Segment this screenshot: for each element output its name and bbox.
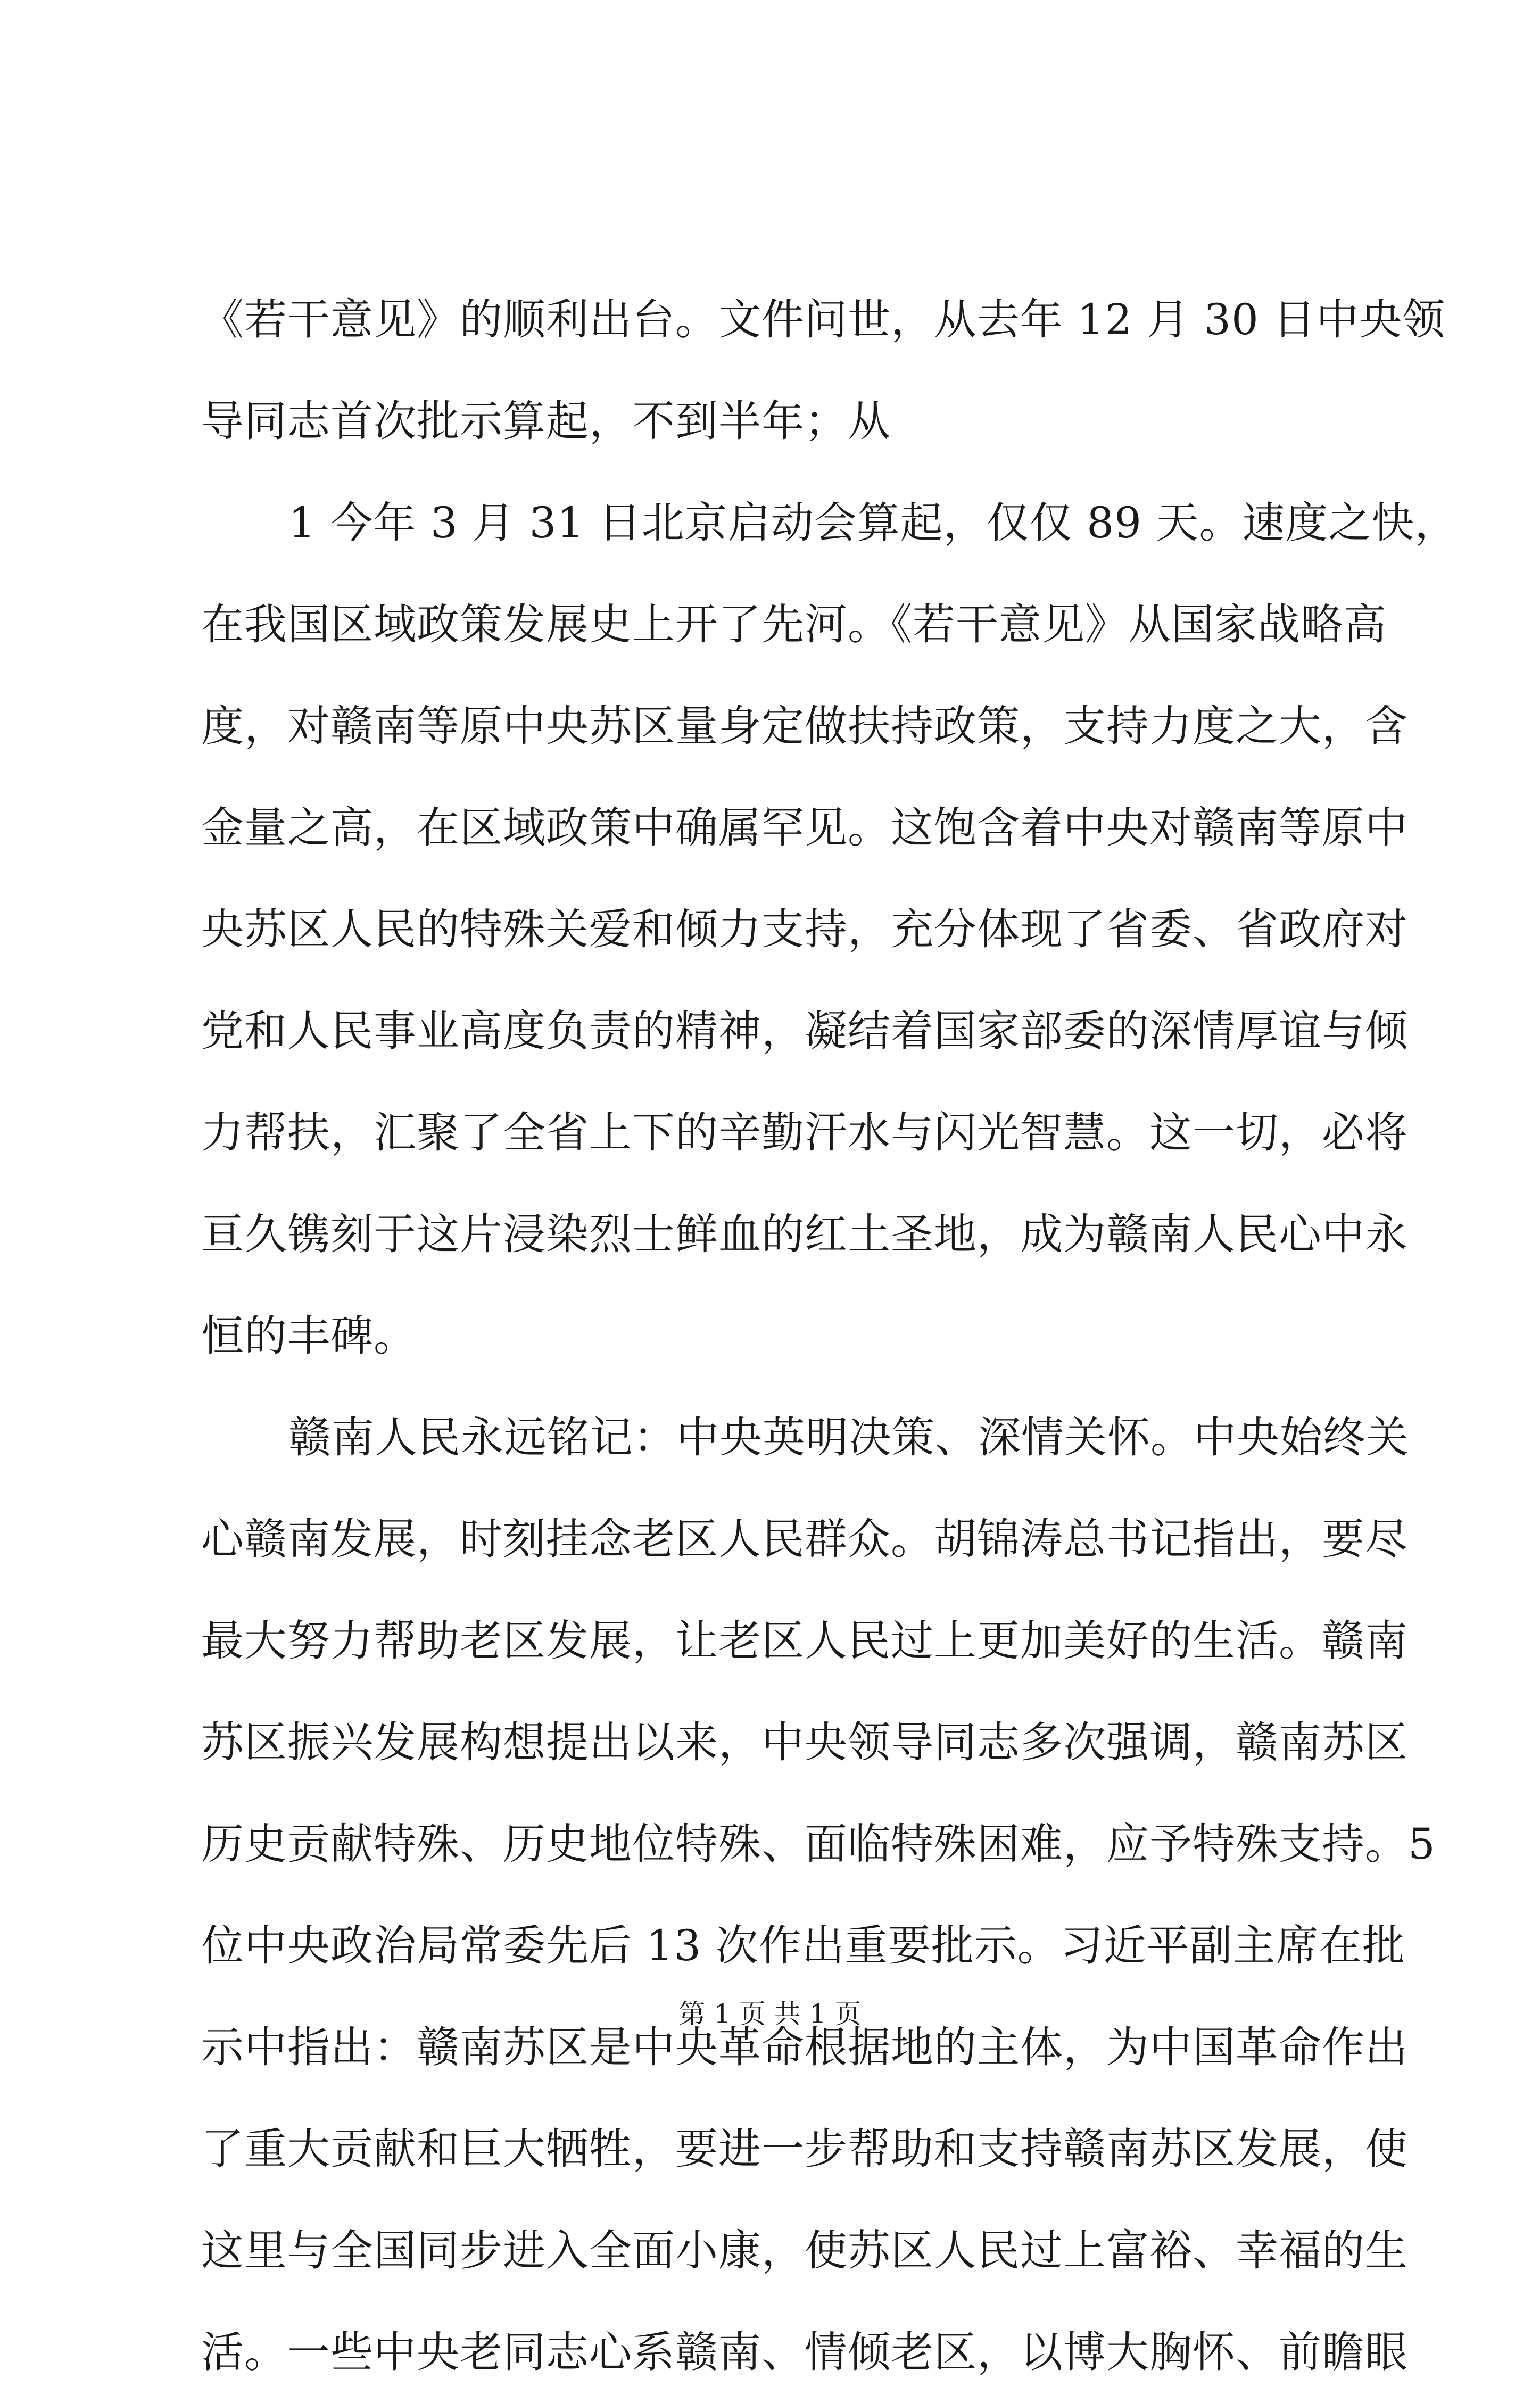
text-line: 在我国区域政策发展史上开了先河。《若干意见》从国家战略高 — [201, 600, 1387, 649]
text-line: 苏区振兴发展构想提出以来，中央领导同志多次强调，赣南苏区 — [201, 1718, 1408, 1767]
text-line: 度，对赣南等原中央苏区量身定做扶持政策，支持力度之大，含 — [201, 701, 1408, 751]
text-line: 活。一些中央老同志心系赣南、情倾老区，以博大胸怀、前瞻眼 — [201, 2327, 1408, 2377]
text-line: 亘久镌刻于这片浸染烈士鲜血的红土圣地，成为赣南人民心中永 — [201, 1209, 1408, 1259]
text-line: 这里与全国同步进入全面小康，使苏区人民过上富裕、幸福的生 — [201, 2226, 1408, 2275]
text-line: 历史贡献特殊、历史地位特殊、面临特殊困难，应予特殊支持。5 — [201, 1819, 1436, 1869]
text-line: 恒的丰碑。 — [201, 1311, 417, 1361]
document-body — [201, 269, 1458, 2403]
text-line: 导同志首次批示算起，不到半年；从 — [201, 396, 891, 446]
text-line: 位中央政治局常委先后 13 次作出重要批示。习近平副主席在批 — [201, 1921, 1405, 1970]
text-line: 示中指出：赣南苏区是中央革命根据地的主体，为中国革命作出 — [201, 2023, 1408, 2072]
text-line: 央苏区人民的特殊关爱和倾力支持，充分体现了省委、省政府对 — [201, 905, 1408, 954]
text-line: 力帮扶，汇聚了全省上下的辛勤汗水与闪光智慧。这一切，必将 — [201, 1108, 1408, 1157]
text-line: 金量之高，在区域政策中确属罕见。这饱含着中央对赣南等原中 — [201, 803, 1408, 852]
text-line: 了重大贡献和巨大牺牲，要进一步帮助和支持赣南苏区发展，使 — [201, 2124, 1408, 2174]
text-line: 心赣南发展，时刻挂念老区人民群众。胡锦涛总书记指出，要尽 — [201, 1514, 1408, 1564]
text-line: 最大努力帮助老区发展，让老区人民过上更加美好的生活。赣南 — [201, 1616, 1408, 1665]
page-footer: 第 1 页 共 1 页 — [678, 1999, 862, 2029]
text-line: 赣南人民永远铭记：中央英明决策、深情关怀。中央始终关 — [288, 1413, 1409, 1462]
text-line: 党和人民事业高度负责的精神，凝结着国家部委的深情厚谊与倾 — [201, 1006, 1408, 1056]
text-line: 1 今年 3 月 31 日北京启动会算起，仅仅 89 天。速度之快， — [288, 498, 1458, 548]
text-line: 《若干意见》的顺利出台。文件问世，从去年 12 月 30 日中央领 — [201, 295, 1446, 344]
